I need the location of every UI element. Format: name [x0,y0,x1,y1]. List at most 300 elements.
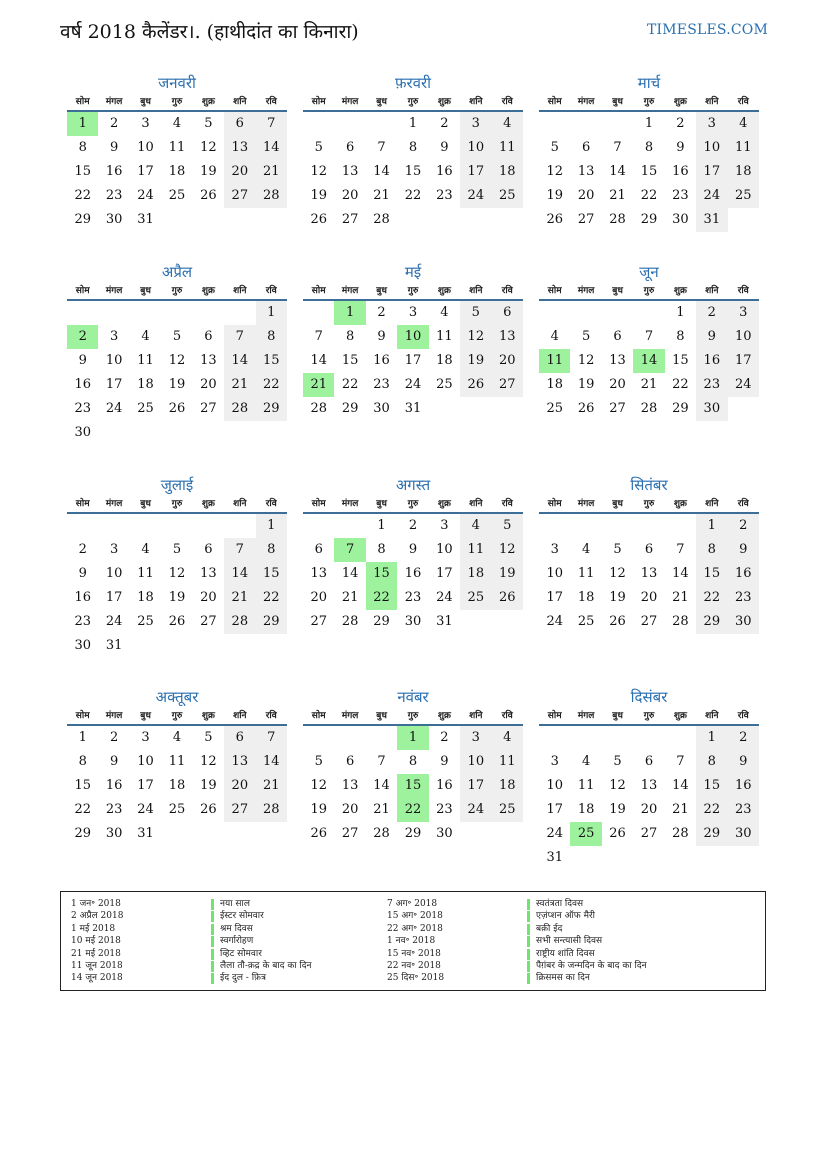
legend-row [71,972,401,984]
empty-day-cell [193,301,224,325]
week-row [67,373,287,397]
weekday-label: शनि [233,499,247,509]
day-cell: 20 [640,802,658,817]
weekend-day-cell: 8 [256,538,287,562]
day-cell: 11 [436,329,453,344]
day-cell: 27 [341,826,359,841]
month-block [303,686,523,846]
month-name: जनवरी [158,74,196,92]
day-cell: 8 [78,140,87,155]
day-cell: 30 [404,614,422,629]
empty-day-cell [256,421,287,445]
holiday-day-cell: 21 [303,373,334,397]
day-cell: 30 [74,425,91,440]
legend-row [387,910,717,922]
holiday-day-cell: 25 [570,822,601,846]
week-row [539,846,759,870]
month-grid [539,496,759,634]
weekend-day-cell: 2 [696,301,727,325]
day-cell: 27 [609,401,626,416]
weekday-label: गुरु [171,711,183,721]
day-cell: 26 [168,401,186,416]
empty-day-cell [602,112,633,136]
weekday-label: सोम [75,97,90,107]
page-title: वर्ष 2018 कैलेंडर।. (हाथीदांत का किनारा) [60,21,359,43]
empty-day-cell [130,514,161,538]
day-cell: 31 [404,401,422,416]
day-cell: 29 [74,212,91,227]
day-cell: 3 [109,329,119,344]
weekend-day-cell: 29 [696,822,727,846]
holiday-legend [60,891,766,991]
weekday-label: गुरु [643,286,655,296]
weekend-day-cell: 6 [492,301,523,325]
day-cell: 26 [609,826,626,841]
weekend-day-cell: 2 [728,514,759,538]
day-cell: 23 [74,401,91,416]
weekday-label: गुरु [407,286,419,296]
day-cell: 18 [137,590,154,605]
week-row [539,325,759,349]
day-cell: 3 [141,116,150,131]
empty-day-cell [193,421,224,445]
day-cell: 12 [310,164,327,179]
empty-day-cell [539,726,570,750]
week-row [67,397,287,421]
week-row [303,349,523,373]
day-cell: 10 [546,566,563,581]
day-cell: 28 [672,614,689,629]
month-grid [539,283,759,421]
day-cell: 18 [577,802,595,817]
day-cell: 7 [377,754,386,769]
day-cell: 1 [676,305,685,320]
day-cell: 13 [200,566,217,581]
weekend-day-cell: 30 [728,822,759,846]
month-grid [539,708,759,870]
holiday-day-cell: 1 [334,301,365,325]
month-block [539,261,759,421]
legend-holiday-name: पैग़ंबर के जन्मदिन के बाद का दिन [527,961,647,972]
weekday-label: बुध [140,499,151,509]
weekend-day-cell: 21 [224,373,255,397]
empty-day-cell [224,634,255,658]
weekday-label: सोम [547,286,562,296]
day-cell: 23 [404,590,422,605]
month-name: फ़रवरी [394,74,432,92]
day-cell: 18 [168,778,186,793]
day-cell: 10 [137,754,154,769]
weekend-day-cell: 11 [728,136,759,160]
day-cell: 16 [105,778,123,793]
day-cell: 23 [74,614,91,629]
month-grid [67,496,287,658]
weekend-day-cell: 3 [696,112,727,136]
day-cell: 9 [440,140,449,155]
day-cell: 5 [550,140,559,155]
month-grid [67,708,287,846]
weekday-label: शुक्र [437,286,451,296]
day-cell: 5 [314,754,323,769]
weekend-day-cell: 14 [224,562,255,586]
day-cell: 6 [204,542,213,557]
day-cell: 13 [640,778,658,793]
day-cell: 2 [440,730,449,745]
month-name: अक्तूबर [155,688,199,706]
day-cell: 3 [408,305,418,320]
weekend-day-cell: 6 [224,726,255,750]
week-row [67,798,287,822]
week-row [67,184,287,208]
day-cell: 24 [137,802,154,817]
day-cell: 14 [609,164,626,179]
week-row [67,112,287,136]
weekday-label: मंगल [341,711,359,721]
day-cell: 21 [373,188,390,203]
day-cell: 12 [546,164,563,179]
weekend-day-cell: 29 [256,397,287,421]
weekend-day-cell: 22 [696,798,727,822]
legend-holiday-name: राष्ट्रीय शांति दिवस [527,949,595,960]
legend-date: 11 जून 2018 [71,960,123,971]
day-cell: 9 [440,754,449,769]
legend-row [387,948,717,960]
week-row [303,397,523,421]
week-row [67,349,287,373]
weekday-label: शुक्र [673,286,687,296]
month-name: जुलाई [160,476,194,494]
day-cell: 9 [109,754,119,769]
day-cell: 19 [609,590,626,605]
day-cell: 2 [109,730,119,745]
day-cell: 13 [341,778,359,793]
day-cell: 25 [577,614,595,629]
legend-date: 22 नव॰ 2018 [387,960,441,971]
day-cell: 29 [74,826,91,841]
day-cell: 14 [373,164,390,179]
day-cell: 20 [310,590,327,605]
day-cell: 20 [341,802,359,817]
legend-column-right [387,898,717,985]
empty-day-cell [602,301,633,325]
empty-day-cell [633,846,664,870]
empty-day-cell [570,514,601,538]
weekend-day-cell: 12 [460,325,491,349]
legend-date: 10 मई 2018 [71,936,121,947]
month-name: मई [404,263,422,281]
empty-day-cell [665,514,696,538]
week-row [303,610,523,634]
day-cell: 17 [404,353,422,368]
weekday-label: मंगल [577,286,595,296]
week-row [539,538,759,562]
weekend-day-cell: 10 [460,136,491,160]
weekend-day-cell: 4 [492,112,523,136]
day-cell: 7 [613,140,622,155]
week-row [67,562,287,586]
day-cell: 5 [204,116,213,131]
legend-row [387,935,717,947]
day-cell: 19 [168,377,186,392]
weekday-label: बुध [612,711,623,721]
day-cell: 5 [172,329,182,344]
weekday-label: रवि [501,499,513,509]
weekend-day-cell: 7 [256,726,287,750]
day-cell: 26 [200,802,217,817]
weekday-label: शनि [233,286,247,296]
month-name: अप्रैल [161,263,193,281]
day-cell: 10 [105,353,123,368]
week-row [67,634,287,658]
weekday-header [539,94,759,112]
weekend-day-cell: 27 [492,373,523,397]
weekend-day-cell: 1 [696,726,727,750]
day-cell: 16 [436,164,453,179]
day-cell: 4 [440,305,449,320]
legend-holiday-name: लैला तौ-क़द्र के बाद का दिन [211,961,312,972]
day-cell: 22 [404,188,422,203]
day-cell: 10 [436,542,453,557]
day-cell: 27 [341,212,359,227]
day-cell: 15 [74,778,91,793]
day-cell: 28 [609,212,626,227]
weekday-label: बुध [612,499,623,509]
legend-row [71,960,401,972]
weekend-day-cell: 19 [460,349,491,373]
day-cell: 27 [640,614,658,629]
weekday-label: शुक्र [437,711,451,721]
weekday-label: रवि [737,711,749,721]
weekend-day-cell: 25 [728,184,759,208]
weekend-day-cell: 21 [256,160,287,184]
week-row [303,798,523,822]
weekday-label: शनि [705,711,719,721]
weekday-label: सोम [75,286,90,296]
day-cell: 23 [373,377,390,392]
week-row [539,301,759,325]
day-cell: 8 [676,329,685,344]
weekday-label: शनि [705,97,719,107]
week-row [539,822,759,846]
legend-row [387,972,717,984]
weekday-label: सोम [75,711,90,721]
month-grid [303,94,523,232]
empty-day-cell [161,634,192,658]
legend-date: 1 जन॰ 2018 [71,899,121,909]
day-cell: 8 [408,140,418,155]
empty-day-cell [98,514,129,538]
day-cell: 24 [404,377,422,392]
day-cell: 17 [436,566,453,581]
weekday-label: गुरु [171,499,183,509]
week-row [67,726,287,750]
weekend-day-cell: 3 [460,726,491,750]
weekday-label: मंगल [577,711,595,721]
day-cell: 8 [78,754,87,769]
month-block [67,261,287,445]
weekday-label: शनि [469,97,483,107]
empty-day-cell [224,421,255,445]
weekend-day-cell: 10 [696,136,727,160]
day-cell: 25 [168,802,186,817]
weekend-day-cell: 26 [460,373,491,397]
day-cell: 19 [609,802,626,817]
day-cell: 18 [436,353,453,368]
weekday-label: शुक्र [201,711,215,721]
week-row [303,136,523,160]
weekday-label: गुरु [171,286,183,296]
month-name: मार्च [637,74,661,92]
weekday-label: शुक्र [201,286,215,296]
day-cell: 26 [577,401,595,416]
weekday-label: बुध [140,97,151,107]
day-cell: 21 [609,188,626,203]
empty-day-cell [193,822,224,846]
day-cell: 10 [137,140,154,155]
empty-day-cell [130,301,161,325]
day-cell: 28 [373,212,390,227]
weekend-day-cell: 18 [492,774,523,798]
day-cell: 27 [200,401,217,416]
site-link[interactable]: TIMESLES.COM [647,22,768,38]
day-cell: 9 [78,566,87,581]
empty-day-cell [492,208,523,232]
week-row [67,421,287,445]
week-row [539,373,759,397]
month-grid [67,94,287,232]
month-name: सितंबर [630,476,668,494]
week-row [539,184,759,208]
empty-day-cell [460,610,491,634]
legend-date: 7 अग॰ 2018 [387,899,438,909]
day-cell: 21 [672,802,689,817]
weekend-day-cell: 25 [492,184,523,208]
weekend-day-cell: 1 [696,514,727,538]
weekday-label: शनि [469,711,483,721]
day-cell: 24 [436,590,453,605]
weekend-day-cell: 20 [224,160,255,184]
day-cell: 20 [609,377,626,392]
day-cell: 27 [200,614,217,629]
day-cell: 17 [546,590,563,605]
weekday-label: शनि [705,286,719,296]
weekend-day-cell: 9 [696,325,727,349]
day-cell: 15 [640,164,658,179]
day-cell: 13 [609,353,626,368]
day-cell: 13 [310,566,327,581]
empty-day-cell [256,822,287,846]
day-cell: 30 [373,401,390,416]
empty-day-cell [570,726,601,750]
day-cell: 13 [200,353,217,368]
day-cell: 29 [341,401,359,416]
day-cell: 27 [310,614,327,629]
month-block [67,72,287,232]
empty-day-cell [161,301,192,325]
day-cell: 6 [345,754,355,769]
day-cell: 17 [105,590,123,605]
holiday-day-cell: 10 [397,325,428,349]
day-cell: 11 [577,566,595,581]
day-cell: 23 [436,802,453,817]
week-row [539,750,759,774]
day-cell: 2 [676,116,685,131]
day-cell: 30 [436,826,453,841]
week-row [303,726,523,750]
week-row [539,208,759,232]
day-cell: 6 [613,329,622,344]
empty-day-cell [303,514,334,538]
day-cell: 16 [404,566,422,581]
month-grid [67,283,287,445]
day-cell: 18 [137,377,154,392]
empty-day-cell [161,514,192,538]
holiday-day-cell: 15 [366,562,397,586]
empty-day-cell [665,846,696,870]
month-block [539,686,759,870]
day-cell: 30 [672,212,689,227]
weekday-header [539,708,759,726]
day-cell: 11 [168,140,186,155]
empty-day-cell [224,208,255,232]
day-cell: 28 [640,401,658,416]
month-grid [303,708,523,846]
week-row [67,822,287,846]
weekend-day-cell: 28 [224,610,255,634]
weekday-label: गुरु [407,499,419,509]
weekend-day-cell: 7 [256,112,287,136]
day-cell: 30 [74,638,91,653]
weekend-day-cell: 16 [728,774,759,798]
week-row [539,586,759,610]
day-cell: 12 [168,353,186,368]
weekend-day-cell: 11 [460,538,491,562]
weekday-label: शुक्र [201,499,215,509]
legend-row [71,910,401,922]
day-cell: 6 [204,329,213,344]
day-cell: 15 [341,353,359,368]
month-block [303,72,523,232]
day-cell: 17 [105,377,123,392]
day-cell: 16 [74,377,91,392]
empty-day-cell [67,514,98,538]
month-name: दिसंबर [630,688,668,706]
weekend-day-cell: 4 [460,514,491,538]
day-cell: 6 [644,542,654,557]
weekend-day-cell: 18 [460,562,491,586]
day-cell: 19 [310,188,327,203]
day-cell: 5 [172,542,182,557]
weekend-day-cell: 7 [224,538,255,562]
day-cell: 5 [581,329,591,344]
weekend-day-cell: 8 [256,325,287,349]
week-row [539,514,759,538]
day-cell: 21 [373,802,390,817]
month-block [67,686,287,846]
weekday-label: शनि [705,499,719,509]
weekday-header [303,496,523,514]
day-cell: 26 [609,614,626,629]
empty-day-cell [570,846,601,870]
empty-day-cell [602,846,633,870]
empty-day-cell [98,301,129,325]
weekend-day-cell: 17 [460,160,491,184]
day-cell: 11 [168,754,186,769]
week-row [67,610,287,634]
day-cell: 12 [310,778,327,793]
weekend-day-cell: 3 [460,112,491,136]
empty-day-cell [67,301,98,325]
